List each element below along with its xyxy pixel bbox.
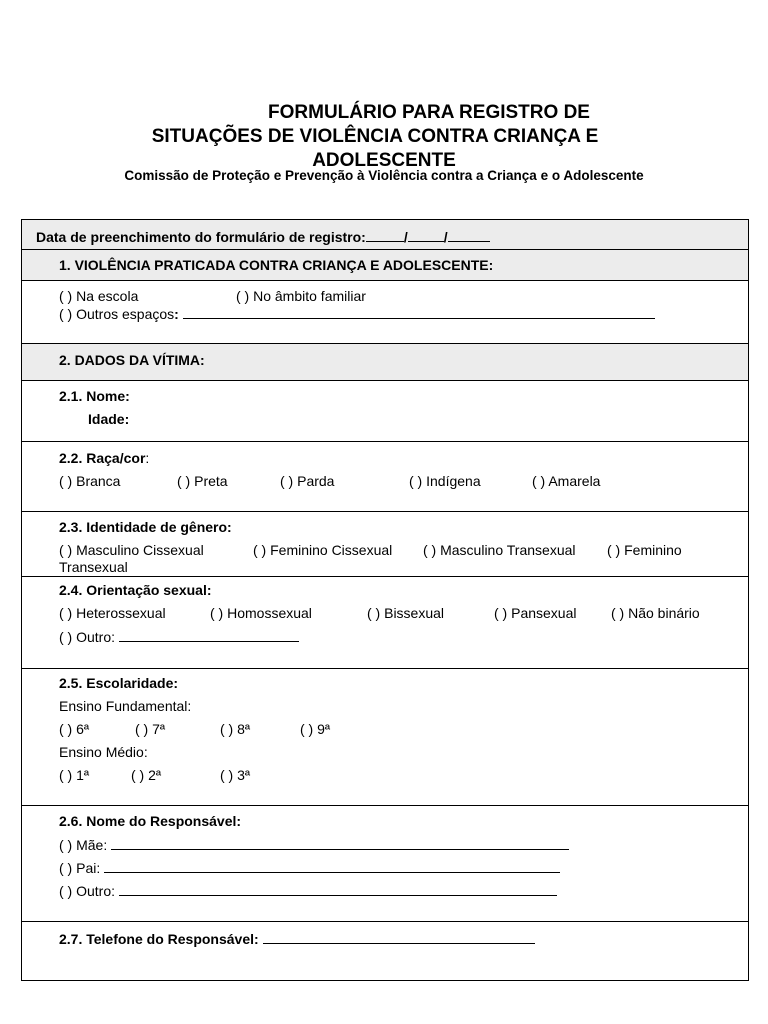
date-day-field[interactable] bbox=[366, 227, 404, 242]
checkbox-parda[interactable]: ( ) Parda bbox=[280, 473, 335, 489]
checkbox-outros-espacos[interactable]: ( ) Outros espaços bbox=[59, 306, 175, 322]
s26-row bbox=[22, 806, 748, 922]
checkbox-preta[interactable]: ( ) Preta bbox=[177, 473, 228, 489]
orientacao-sexual-title: 2.4. Orientação sexual: bbox=[59, 582, 212, 598]
telefone-field[interactable] bbox=[263, 929, 535, 944]
outro-responsavel-field[interactable] bbox=[119, 881, 557, 896]
identidade-genero-title: 2.3. Identidade de gênero: bbox=[59, 519, 232, 535]
registration-form bbox=[21, 219, 749, 981]
outros-espacos-field[interactable] bbox=[183, 304, 655, 319]
form-subtitle: Comissão de Proteção e Prevenção à Violência contra a Criança e o Adolescente bbox=[124, 168, 644, 183]
checkbox-homossexual[interactable]: ( ) Homossexual bbox=[210, 605, 312, 621]
date-separator: / bbox=[443, 229, 448, 245]
date-month-field[interactable] bbox=[408, 227, 444, 242]
ensino-medio-label: Ensino Médio: bbox=[59, 744, 148, 760]
raca-cor-title: 2.2. Raça/cor bbox=[59, 450, 146, 466]
title-line-1: FORMULÁRIO PARA REGISTRO DE bbox=[268, 102, 590, 123]
idade-label: Idade: bbox=[88, 411, 130, 427]
checkbox-pai[interactable]: ( ) Pai: bbox=[59, 860, 101, 876]
checkbox-bissexual[interactable]: ( ) Bissexual bbox=[367, 605, 445, 621]
s25-row bbox=[22, 669, 748, 806]
checkbox-2a[interactable]: ( ) 2ª bbox=[131, 767, 162, 783]
s23-row bbox=[22, 512, 748, 577]
telefone-responsavel-title: 2.7. Telefone do Responsável: bbox=[59, 931, 259, 947]
title-line-3: ADOLESCENTE bbox=[312, 150, 456, 171]
date-label: Data de preenchimento do formulário de registro: bbox=[36, 229, 366, 245]
date-separator: / bbox=[403, 229, 408, 245]
s22-row: 2.2. Raça/cor: ( ) Branca ( ) Preta ( ) Parda ( ) Indígena ( ) Amarela bbox=[22, 442, 748, 512]
checkbox-6a[interactable]: ( ) 6ª bbox=[59, 721, 90, 737]
mae-field[interactable] bbox=[111, 835, 569, 850]
section1-options: ( ) Na escola ( ) No âmbito familiar ( ) Outros espaços: bbox=[22, 281, 748, 344]
nome-label: 2.1. Nome: bbox=[59, 388, 130, 404]
checkbox-masculino-transexual[interactable]: ( ) Masculino Transexual bbox=[423, 542, 576, 558]
date-row bbox=[22, 220, 748, 250]
checkbox-ambito-familiar[interactable]: ( ) No âmbito familiar bbox=[236, 288, 366, 304]
s21-row bbox=[22, 381, 748, 442]
checkbox-feminino-cissexual[interactable]: ( ) Feminino Cissexual bbox=[253, 542, 393, 558]
checkbox-7a[interactable]: ( ) 7ª bbox=[135, 721, 166, 737]
checkbox-indigena[interactable]: ( ) Indígena bbox=[409, 473, 481, 489]
checkbox-1a[interactable]: ( ) 1ª bbox=[59, 767, 90, 783]
date-year-field[interactable] bbox=[448, 227, 490, 242]
section2-header bbox=[22, 344, 748, 381]
checkbox-feminino-transexual[interactable]: ( ) Feminino bbox=[607, 542, 682, 558]
title-line-2: SITUAÇÕES DE VIOLÊNCIA CONTRA CRIANÇA E bbox=[151, 126, 599, 147]
checkbox-3a[interactable]: ( ) 3ª bbox=[220, 767, 251, 783]
checkbox-9a[interactable]: ( ) 9ª bbox=[300, 721, 331, 737]
escolaridade-title: 2.5. Escolaridade: bbox=[59, 675, 179, 691]
checkbox-amarela[interactable]: ( ) Amarela bbox=[532, 473, 601, 489]
section2-title: 2. DADOS DA VÍTIMA: bbox=[59, 352, 205, 368]
checkbox-pansexual[interactable]: ( ) Pansexual bbox=[494, 605, 577, 621]
ensino-fundamental-label: Ensino Fundamental: bbox=[59, 698, 192, 714]
checkbox-outro-orientacao[interactable]: ( ) Outro: bbox=[59, 629, 116, 645]
form-title bbox=[0, 101, 768, 173]
checkbox-8a[interactable]: ( ) 8ª bbox=[220, 721, 251, 737]
checkbox-masculino-cissexual[interactable]: ( ) Masculino Cissexual bbox=[59, 542, 204, 558]
s27-row bbox=[22, 922, 748, 980]
section1-title: 1. VIOLÊNCIA PRATICADA CONTRA CRIANÇA E ADOLESCENTE: bbox=[59, 257, 494, 273]
checkbox-outro-responsavel[interactable]: ( ) Outro: bbox=[59, 883, 116, 899]
checkbox-heterossexual[interactable]: ( ) Heterossexual bbox=[59, 605, 166, 621]
checkbox-na-escola[interactable]: ( ) Na escola bbox=[59, 288, 139, 304]
checkbox-nao-binario[interactable]: ( ) Não binário bbox=[611, 605, 700, 621]
outro-orientacao-field[interactable] bbox=[119, 627, 299, 642]
section1-header bbox=[22, 250, 748, 281]
pai-field[interactable] bbox=[104, 858, 560, 873]
nome-responsavel-title: 2.6. Nome do Responsável: bbox=[59, 813, 242, 829]
s24-row bbox=[22, 577, 748, 669]
checkbox-branca[interactable]: ( ) Branca bbox=[59, 473, 121, 489]
checkbox-mae[interactable]: ( ) Mãe: bbox=[59, 837, 108, 853]
feminino-transexual-wrap: Transexual bbox=[59, 559, 128, 575]
